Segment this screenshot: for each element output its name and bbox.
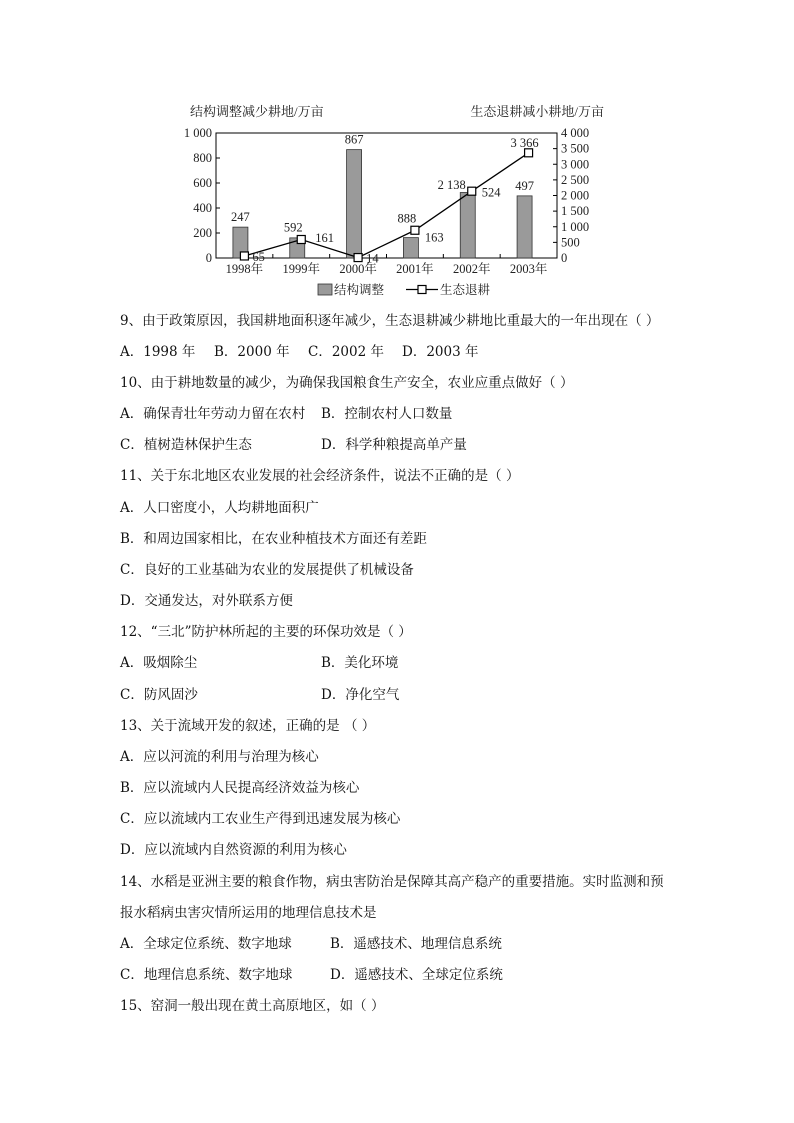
question-14-stem: 14、水稻是亚洲主要的粮食作物，病虫害防治是保障其高产稳产的重要措施。实时监测和预 xyxy=(120,874,664,890)
q10-option-a: A．确保青壮年劳动力留在农村 xyxy=(120,406,306,422)
bar xyxy=(460,193,475,259)
chart-legend xyxy=(318,282,491,297)
line-value-label: 65 xyxy=(252,249,265,264)
left-tick-label: 200 xyxy=(193,226,212,240)
question-14-stem-continued: 报水稻病虫害灾情所运用的地理信息技术是 xyxy=(120,905,377,921)
q10-option-c: C．植树造林保护生态 xyxy=(120,437,252,453)
q10-option-b: B．控制农村人口数量 xyxy=(321,406,453,422)
bar-value-label: 524 xyxy=(481,185,501,200)
q9-option-d: D．2003 年 xyxy=(402,344,479,360)
legend-bar-label: 结构调整 xyxy=(334,283,385,297)
left-tick-label: 0 xyxy=(205,251,212,265)
question-11-stem: 11、关于东北地区农业发展的社会经济条件，说法不正确的是（ ） xyxy=(120,468,520,484)
q13-option-b: B．应以流域内人民提高经济效益为核心 xyxy=(120,780,360,796)
line-point xyxy=(240,252,248,260)
q12-option-c: C．防风固沙 xyxy=(120,687,198,703)
q14-option-d: D．遥感技术、全球定位系统 xyxy=(330,967,503,983)
q11-option-c: C．良好的工业基础为农业的发展提供了机械设备 xyxy=(120,562,414,578)
plot-frame xyxy=(216,133,557,258)
right-tick-label: 2 000 xyxy=(561,188,590,203)
bar-value-label: 247 xyxy=(231,210,250,225)
line-value-label: 14 xyxy=(366,251,379,266)
bar xyxy=(403,238,418,258)
x-tick-label: 2001年 xyxy=(396,262,434,276)
bar-value-label: 161 xyxy=(315,230,334,245)
left-tick-label: 800 xyxy=(193,151,212,165)
right-tick-label: 3 000 xyxy=(561,157,590,172)
right-tick-label: 0 xyxy=(561,251,568,265)
legend-line-label: 生态退耕 xyxy=(440,283,491,297)
q13-option-d: D．应以流域内自然资源的利用为核心 xyxy=(120,842,347,858)
question-12-stem: 12、“三北”防护林所起的主要的环保功效是（ ） xyxy=(120,624,412,640)
left-axis-title: 结构调整减少耕地/万亩 xyxy=(190,104,324,119)
left-tick-label: 600 xyxy=(193,176,212,190)
bar-series xyxy=(233,150,532,258)
right-tick-label: 500 xyxy=(561,235,580,250)
q14-option-c: C．地理信息系统、数字地球 xyxy=(120,967,293,983)
x-tick-label: 1998年 xyxy=(225,262,264,276)
line-value-label: 592 xyxy=(283,220,303,235)
q11-option-b: B．和周边国家相比，在农业种植技术方面还有差距 xyxy=(120,531,427,547)
line-value-label: 2 138 xyxy=(437,178,466,193)
bar-line-chart xyxy=(176,98,616,304)
q14-option-a: A．全球定位系统、数字地球 xyxy=(120,936,292,952)
q9-option-c: C．2002 年 xyxy=(308,344,384,360)
right-tick-label: 1 000 xyxy=(561,219,590,234)
line-value-label: 888 xyxy=(397,211,417,226)
question-13-stem: 13、关于流域开发的叙述，正确的是 （ ） xyxy=(120,718,376,734)
line-path xyxy=(244,153,528,258)
line-point xyxy=(354,254,362,262)
q9-option-b: B．2000 年 xyxy=(214,344,290,360)
question-15-stem: 15、窑洞一般出现在黄土高原地区，如（ ） xyxy=(120,998,385,1014)
bar-value-label: 867 xyxy=(344,132,364,147)
question-9-stem: 9、由于政策原因，我国耕地面积逐年减少，生态退耕减少耕地比重最大的一年出现在（ ） xyxy=(120,313,660,329)
q12-option-a: A．吸烟除尘 xyxy=(120,655,198,671)
right-axis-title: 生态退耕减小耕地/万亩 xyxy=(470,104,604,119)
right-tick-label: 4 000 xyxy=(561,126,590,140)
q11-option-a: A．人口密度小，人均耕地面积广 xyxy=(120,500,319,516)
left-tick-label: 400 xyxy=(193,201,212,215)
data-labels xyxy=(231,133,539,266)
q12-option-d: D．净化空气 xyxy=(321,687,400,703)
bar xyxy=(347,150,362,258)
bar xyxy=(517,196,532,258)
q12-option-b: B．美化环境 xyxy=(321,655,399,671)
x-tick-label: 2002年 xyxy=(452,262,491,276)
line-point xyxy=(297,236,305,244)
right-tick-label: 2 500 xyxy=(561,172,590,187)
right-tick-label: 3 500 xyxy=(561,141,590,156)
q14-option-b: B．遥感技术、地理信息系统 xyxy=(330,936,502,952)
q13-option-c: C．应以流域内工农业生产得到迅速发展为核心 xyxy=(120,811,401,827)
bar-value-label: 163 xyxy=(424,230,444,245)
q11-option-d: D．交通发达，对外联系方便 xyxy=(120,593,293,609)
right-tick-label: 1 500 xyxy=(561,204,590,219)
x-tick-label: 2003年 xyxy=(509,262,548,276)
question-10-stem: 10、由于耕地数量的减少，为确保我国粮食生产安全，农业应重点做好（ ） xyxy=(120,375,574,391)
left-tick-label: 1 000 xyxy=(183,126,212,140)
bar-value-label: 497 xyxy=(515,178,534,193)
q9-option-a: A．1998 年 xyxy=(120,344,196,360)
x-tick-label: 1999年 xyxy=(282,262,321,276)
q10-option-d: D．科学种粮提高单产量 xyxy=(321,437,467,453)
legend-line-marker xyxy=(418,286,426,294)
x-tick-label: 2000年 xyxy=(339,262,377,276)
q13-option-a: A．应以河流的利用与治理为核心 xyxy=(120,749,319,765)
legend-bar-swatch xyxy=(318,284,332,295)
line-point xyxy=(468,187,476,195)
line-point xyxy=(411,226,419,234)
line-series xyxy=(240,149,532,262)
line-point xyxy=(525,149,533,157)
line-value-label: 3 366 xyxy=(510,135,539,150)
